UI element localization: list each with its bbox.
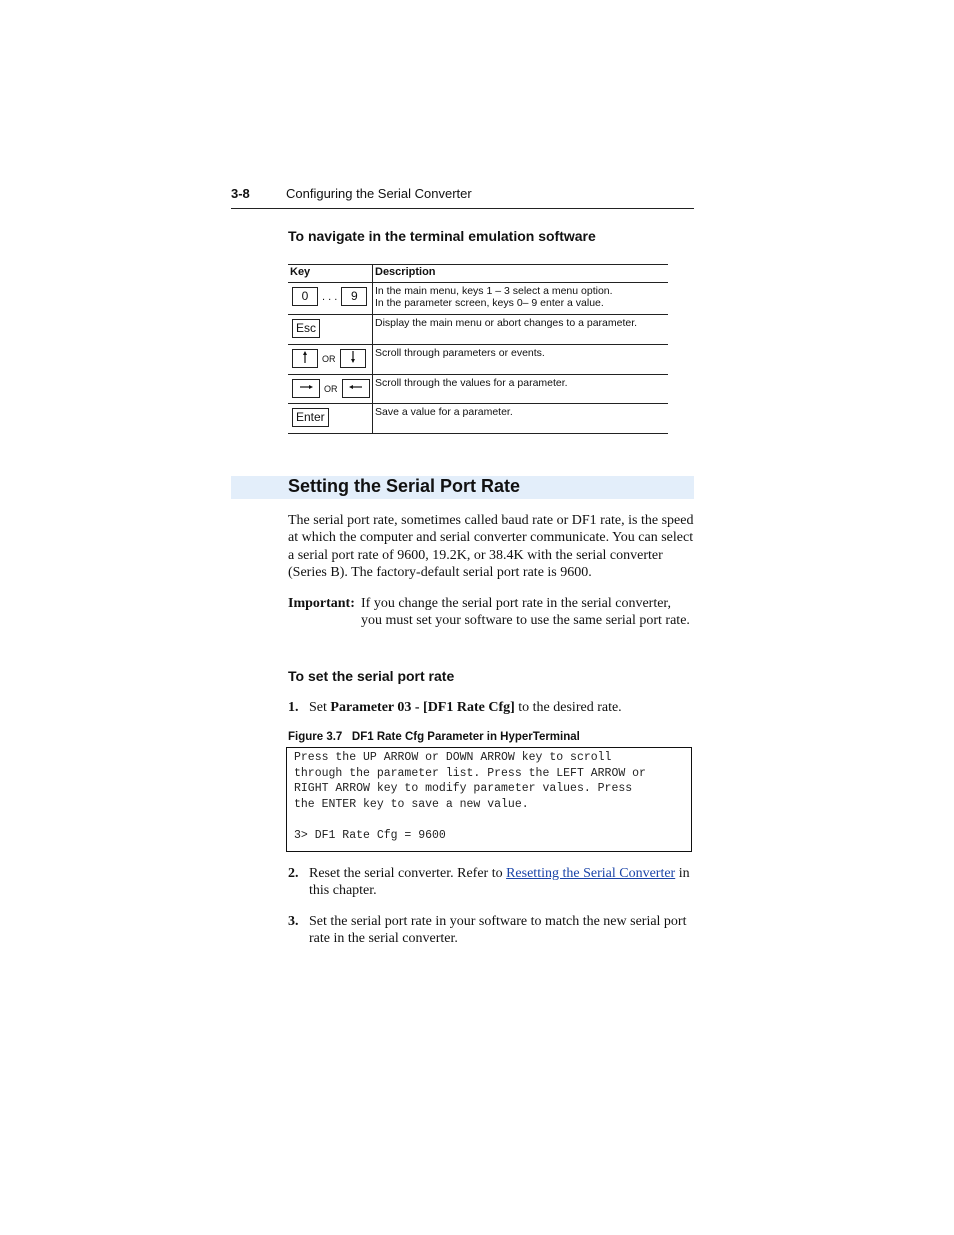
table-row: [288, 283, 668, 315]
description-line: In the parameter screen, keys 0– 9 enter a value.: [375, 297, 604, 309]
step-text-part: in this chapter.: [309, 866, 690, 899]
intro-paragraph: The serial port rate, sometimes called baud rate or DF1 rate, is the speed at which the computer and serial converter communicate. You can select a serial port rate of 9600, 19.2K, or 38.4K with the serial converter (Series B). The factory-default serial port rate is 9600.: [288, 513, 694, 581]
description-cell: [373, 404, 669, 434]
key-cell: [288, 375, 373, 404]
key-9: 9: [341, 287, 367, 306]
key-esc: Esc: [292, 319, 320, 338]
description-line: Save a value for a parameter.: [375, 406, 513, 418]
key-cell: [288, 283, 373, 315]
step-text-part: to the desired rate.: [514, 700, 622, 715]
right-arrow-icon: [292, 379, 320, 398]
terminal-line: [294, 812, 646, 828]
key-cell: [288, 404, 373, 434]
procedure-heading: To set the serial port rate: [288, 668, 455, 684]
page-number: 3-8: [231, 186, 250, 201]
step-text-part: Set: [309, 700, 331, 715]
key-0: 0: [292, 287, 318, 306]
important-text: If you change the serial port rate in the serial converter, you must set your software to use the same serial port rate.: [361, 596, 690, 629]
parameter-name: Parameter 03 - [DF1 Rate Cfg]: [330, 700, 515, 715]
key-enter: Enter: [292, 408, 329, 427]
figure-caption: Figure 3.7 DF1 Rate Cfg Parameter in HyperTerminal: [288, 731, 580, 743]
terminal-line: through the parameter list. Press the LEFT ARROW or: [294, 766, 646, 780]
step-number: 2.: [288, 866, 299, 881]
header-rule: [231, 208, 694, 209]
reset-section-link[interactable]: Resetting the Serial Converter: [506, 866, 676, 881]
step-text: [309, 865, 694, 900]
terminal-line: 3> DF1 Rate Cfg = 9600: [294, 828, 446, 842]
table-row: [288, 404, 668, 434]
table-row: [288, 345, 668, 375]
terminal-line: RIGHT ARROW key to modify parameter values. Press: [294, 782, 633, 796]
key-cell: [288, 345, 373, 375]
terminal-text: [294, 750, 646, 844]
down-arrow-icon: [340, 349, 366, 368]
terminal-line: the ENTER key to save a new value.: [294, 797, 529, 811]
step-number: 1.: [288, 700, 299, 715]
or-label: OR: [322, 353, 336, 364]
key-table: [288, 264, 668, 434]
important-label: Important:: [288, 596, 355, 611]
description-cell: [373, 283, 669, 315]
key-range-separator: . . .: [322, 290, 338, 303]
table-row: [288, 315, 668, 345]
table-row: [288, 375, 668, 404]
col-key-header: Key: [288, 265, 373, 283]
step-text: Set the serial port rate in your software to match the new serial port rate in the serial converter.: [309, 914, 687, 947]
table-header-row: [288, 265, 668, 283]
or-label: OR: [324, 383, 338, 394]
key-cell: [288, 315, 373, 345]
left-arrow-icon: [342, 379, 370, 398]
terminal-line: Press the UP ARROW or DOWN ARROW key to scroll: [294, 751, 612, 764]
step-text: [309, 699, 694, 716]
description-cell: [373, 375, 669, 404]
description-line: Scroll through the values for a parameter.: [375, 377, 568, 389]
step-text-part: Reset the serial converter. Refer to: [309, 866, 507, 881]
running-title: Configuring the Serial Converter: [286, 186, 472, 201]
step-number: 3.: [288, 914, 299, 929]
col-description-header: Description: [373, 265, 669, 283]
description-cell: [373, 345, 669, 375]
description-cell: [373, 315, 669, 345]
nav-heading: To navigate in the terminal emulation software: [288, 228, 596, 244]
section-title: Setting the Serial Port Rate: [288, 476, 521, 496]
description-line: Scroll through parameters or events.: [375, 347, 545, 359]
up-arrow-icon: [292, 349, 318, 368]
description-line: Display the main menu or abort changes to a parameter.: [375, 317, 638, 329]
description-line: In the main menu, keys 1 – 3 select a menu option.: [375, 285, 613, 297]
